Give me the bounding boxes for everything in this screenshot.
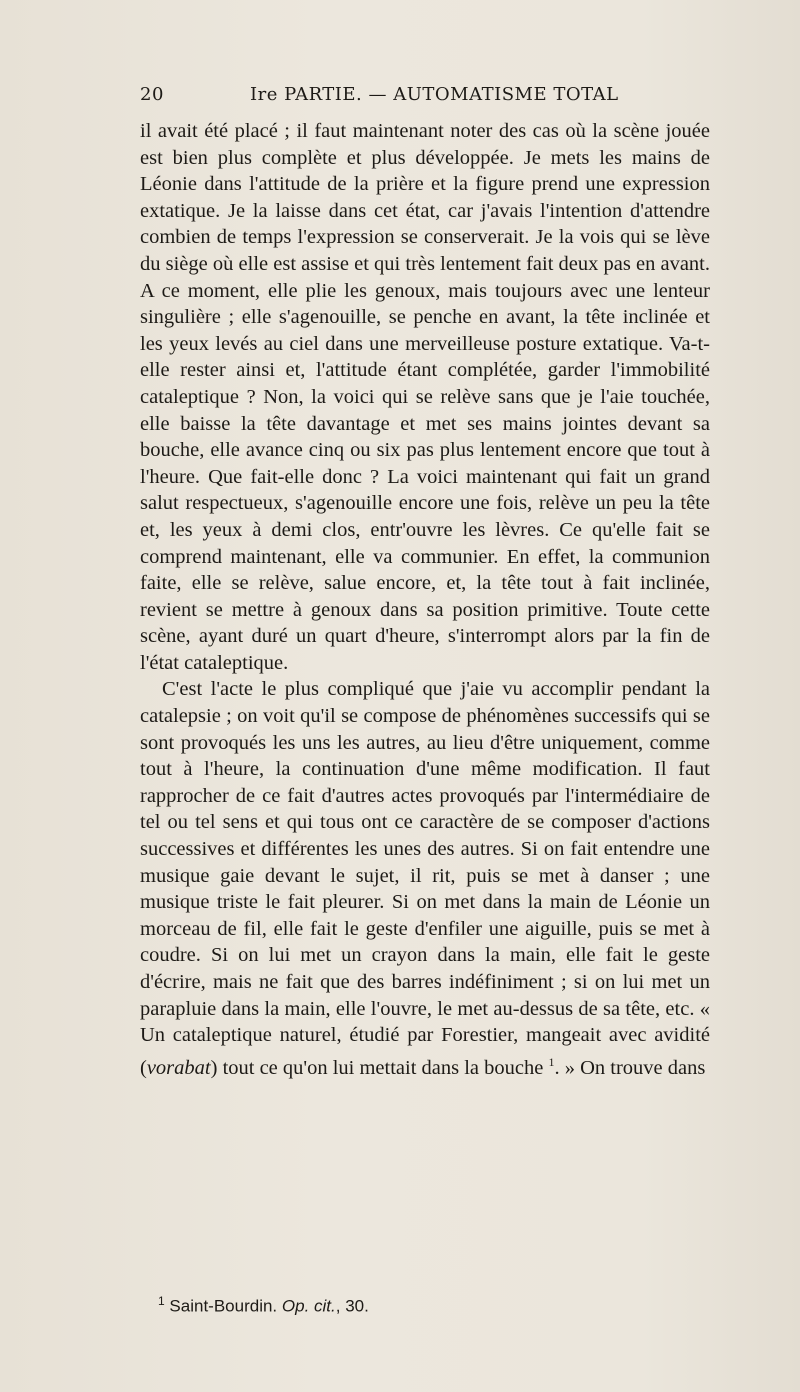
footnote-ref: Op. cit. xyxy=(281,1296,336,1316)
paragraph-2: C'est l'acte le plus compliqué que j'aie vu accomplir pendant la catalepsie ; on voit qu'il se compose de phénomènes successifs qui se sont provoqués les uns les autres, au lieu d'être uniquement, comme tout à l'heure, la continuation d'une même modification. Il faut rapprocher de ce fait d'autres actes provoqués par l'intermédiaire de tel ou tel sens et qui tous ont ce caractère de se composer d'actions successives et différentes les unes des autres. Si on fait entendre une musique gaie devant le sujet, il rit, puis se met à danser ; une musique triste le fait pleurer. Si on met dans la main de Léonie un morceau de fil, elle fait le geste d'enfiler une aiguille, puis se met à coudre. Si on lui met un crayon dans la main, elle fait le geste d'écrire, mais ne fait que des barres indéfiniment ; si on lui met un parapluie dans la main, elle l'ouvre, le met au-dessus de sa tête, etc. « Un cataleptique naturel, étudié par Forestier, mangeait avec avidité (vorabat) tout ce qu'on lui mettait dans la bouche $^1$. » On trouve dans xyxy=(140,678,710,1079)
footnote-page: , 30. xyxy=(335,1296,369,1316)
part-label: Ire xyxy=(250,84,278,105)
footnote-reference: 1 xyxy=(548,1054,555,1069)
paragraph-2-continuation: tout ce qu'on lui mettait dans la bouche xyxy=(217,1056,544,1079)
paragraph-1: il avait été placé ; il faut maintenant noter des cas où la scène jouée est bien plus complète et plus développée. Je mets les mains de Léonie dans l'attitude de la prière et la figure prend une expression extatique. Je la laisse dans cet état, car j'avais l'intention d'attendre combien de temps l'expression se conserverait. Je la vois qui se lève du siège où elle est assise et qui très lentement fait deux pas en avant. A ce moment, elle plie les genoux, mais toujours avec une lenteur singulière ; elle s'agenouille, se penche en avant, la tête inclinée et les yeux levés au ciel dans une merveilleuse posture extatique. Va-t-elle rester ainsi et, l'attitude étant complétée, garder l'immobilité cataleptique ? Non, la voici qui se relève sans que je l'aie touchée, elle baisse la tête davantage et met ses mains jointes devant sa bouche, elle avance cinq ou six pas plus lentement encore que tout à l'heure. Que fait-elle donc ? La voici maintenant qui fait un grand salut respectueux, s'agenouille encore une fois, relève un peu la tête et, les yeux à demi clos, entr'ouvre les lèvres. Ce qu'elle fait se comprend maintenant, elle va communier. En effet, la communion faite, elle se relève, salue encore, et, la tête tout à fait inclinée, revient se mettre à genoux dans sa position primitive. Toute cette scène, ayant duré un quart d'heure, s'interrompt alors par la fin de l'état cataleptique. xyxy=(140,120,710,674)
footnote-marker: 1 xyxy=(158,1294,165,1308)
paragraph-2-text: C'est l'acte le plus compliqué que j'aie vu accomplir pendant la catalepsie ; on voit qu'il se compose de phénomènes successifs qui se sont provoqués les uns les autres, au lieu d'être uniquement, comme tout à l'heure, la continuation d'une même modification. Il faut rapprocher de ce fait d'autres actes provoqués par l'intermédiaire de tel ou tel sens et qui tous ont ce caractère de se composer d'actions successives et différentes les unes des autres. Si on fait entendre une musique gaie devant le sujet, il rit, puis se met à danser ; une musique triste le fait pleurer. Si on met dans la main de Léonie un morceau de fil, elle fait le geste d'enfiler une aiguille, puis se met à coudre. Si on lui met un crayon dans la main, elle fait le geste d'écrire, mais ne fait que des barres indéfiniment ; si on lui met un parapluie dans la main, elle l'ouvre, le met au-dessus de sa tête, etc. « Un cataleptique naturel, étudié par Forestier, mangeait avec avidité xyxy=(140,678,710,1047)
latin-word: vorabat xyxy=(146,1056,211,1079)
running-title: PARTIE. — AUTOMATISME TOTAL xyxy=(284,84,619,105)
page-header xyxy=(140,80,710,110)
footnote xyxy=(158,1294,708,1317)
page-number: 20 xyxy=(140,84,164,105)
body-text xyxy=(140,118,710,1081)
paragraph-2-end: . » On trouve dans xyxy=(554,1056,706,1079)
running-head xyxy=(250,84,619,105)
footnote-author: Saint-Bourdin. xyxy=(169,1296,278,1316)
